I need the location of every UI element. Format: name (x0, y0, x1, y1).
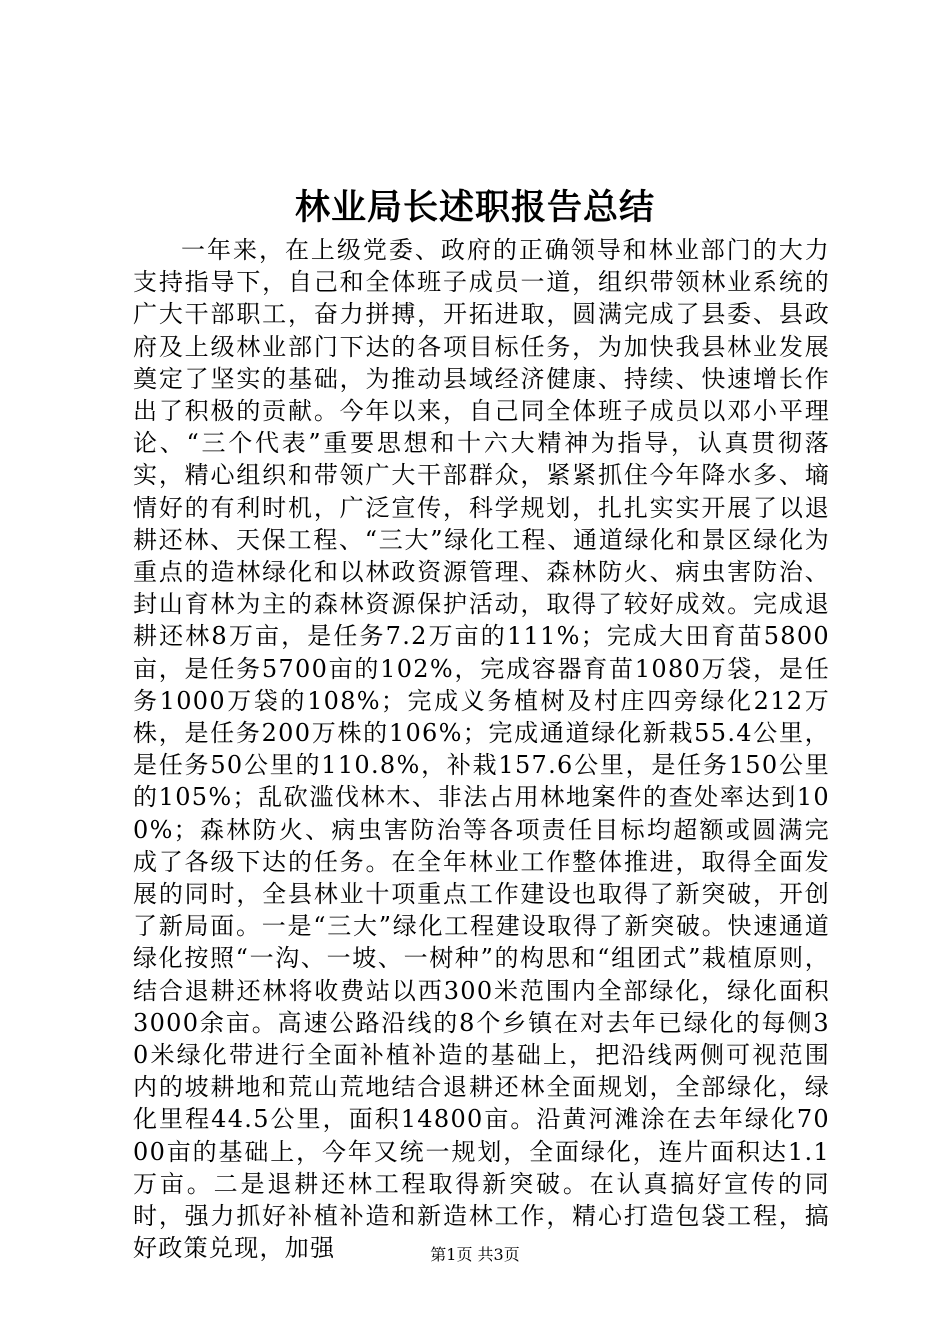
page-number-footer: 第1页 共3页 (430, 1245, 520, 1264)
document-title: 林业局长述职报告总结 (294, 187, 655, 228)
body-paragraph: 一年来，在上级党委、政府的正确领导和林业部门的大力支持指导下，自己和全体班子成员一道，组织带领林业系统的广大干部职工，奋力拼搏，开拓进取，圆满完成了县委、县政府及上级林业部门下达的各项目标任务，为加快我县林业发展奠定了坚实的基础，为推动县域经济健康、持续、快速增长作出了积极的贡献。今年以来，自己同全体班子成员以邓小平理论、“三个代表”重要思想和十六大精神为指导，认真贯彻落实，精心组织和带领广大干部群众，紧紧抓住今年降水多、墒情好的有利时机，广泛宣传，科学规划，扎扎实实开展了以退耕还林、天保工程、“三大”绿化工程、通道绿化和景区绿化为重点的造林绿化和以林政资源管理、森林防火、病虫害防治、封山育林为主的森林资源保护活动，取得了较好成效。完成退耕还林8万亩，是任务7.2万亩的111%；完成大田育苗5800亩，是任务5700亩的102%，完成容器育苗1080万袋，是任务1000万袋的108%；完成义务植树及村庄四旁绿化212万株，是任务200万株的106%；完成通道绿化新栽55.4公里，是任务50公里的110.8%，补栽157.6公里，是任务150公里的105%；乱砍滥伐林木、非法占用林地案件的查处率达到100%；森林防火、病虫害防治等各项责任目标均超额或圆满完成了各级下达的任务。在全年林业工作整体推进，取得全面发展的同时，全县林业十项重点工作建设也取得了新突破，开创了新局面。一是“三大”绿化工程建设取得了新突破。快速通道绿化按照“一沟、一坡、一树种”的构思和“组团式”栽植原则，结合退耕还林将收费站以西300米范围内全部绿化，绿化面积3000余亩。高速公路沿线的8个乡镇在对去年已绿化的每侧30米绿化带进行全面补植补造的基础上，把沿线两侧可视范围内的坡耕地和荒山荒地结合退耕还林全面规划，全部绿化，绿化里程44.5公里，面积14800亩。沿黄河滩涂在去年绿化7000亩的基础上，今年又统一规划，全面绿化，连片面积达1.1万亩。二是退耕还林工程取得新突破。在认真搞好宣传的同时，强力抓好补植补造和新造林工作，精心打造包袋工程，搞好政策兑现，加强 (133, 236, 830, 1263)
